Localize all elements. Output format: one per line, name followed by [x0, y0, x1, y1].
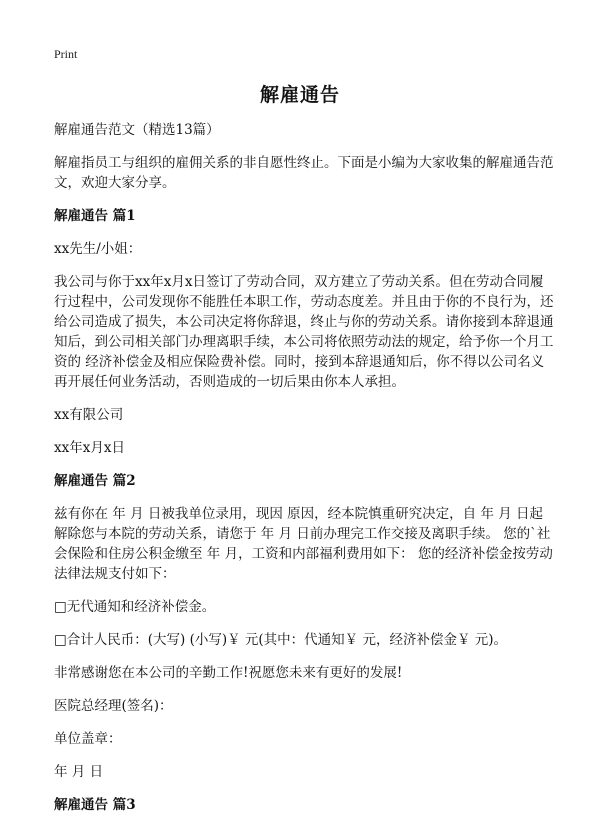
section-2-thanks: 非常感谢您在本公司的辛勤工作!祝愿您未来有更好的发展! — [54, 665, 403, 681]
section-1-salutation: xx先生/小姐： — [54, 241, 142, 257]
page-title: 解雇通告 — [259, 84, 340, 106]
section-2-item-1: □无代通知和经济补偿金。 — [54, 599, 216, 615]
section-2-signature: 医院总经理(签名)： — [54, 698, 173, 714]
section-2-item-2: □合计人民币：(大写) (小写)￥ 元(其中：代通知￥ 元，经济补偿金￥ 元)。 — [54, 632, 508, 648]
section-heading-3: 解雇通告 篇3 — [54, 797, 136, 813]
document-subtitle: 解雇通告范文（精选13篇） — [54, 122, 220, 138]
document-content — [54, 120, 554, 828]
section-heading-2: 解雇通告 篇2 — [54, 473, 136, 489]
section-2-seal: 单位盖章： — [54, 731, 122, 747]
section-heading-1: 解雇通告 篇1 — [54, 208, 136, 224]
section-2-date: 年 月 日 — [54, 764, 104, 780]
document-intro: 解雇指员工与组织的雇佣关系的非自愿性终止。下面是小编为大家收集的解雇通告范文，欢迎大家分享。 — [54, 155, 554, 191]
section-1-company: xx有限公司 — [54, 407, 124, 423]
section-1-date: xx年x月x日 — [54, 440, 125, 456]
section-2-body: 兹有你在 年 月 日被我单位录用，现因 原因，经本院慎重研究决定，自 年 月 日起解除您与本院的劳动关系，请您于 年 月 日前办理完工作交接及离职手续。 您的`社会保险和住房公积金缴至 年 月，工资和内部福利费用如下： 您的经济补偿金按劳动法律法规支付如下： — [54, 506, 553, 582]
print-link[interactable]: Print — [54, 47, 78, 61]
section-1-body: 我公司与你于xx年x月x日签订了劳动合同，双方建立了劳动关系。但在劳动合同履行过程中，公司发现你不能胜任本职工作，劳动态度差。并且由于你的不良行为，还给公司造成了损失，本公司决定将你辞退，终止与你的劳动关系。请你接到本辞退通知后，到公司相关部门办理离职手续，本公司将依照劳动法的规定，给予你一个月工资的 经济补偿金及相应保险费补偿。同时，接到本辞退通知后，你不得以公司名义再开展任何业务活动，否则造成的一切后果由你本人承担。 — [54, 274, 554, 390]
